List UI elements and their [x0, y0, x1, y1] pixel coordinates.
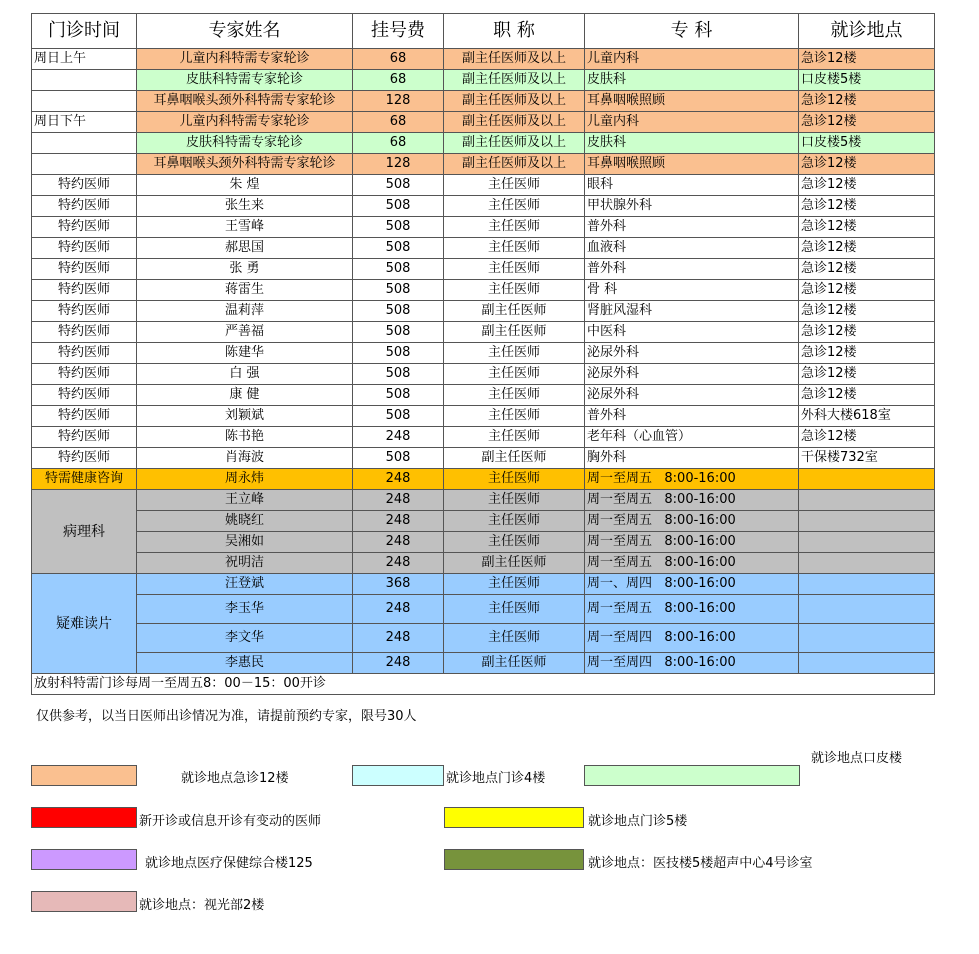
name-cell: 王雪峰 [137, 217, 353, 238]
title-cell: 副主任医师及以上 [444, 133, 585, 154]
fee-cell: 508 [353, 343, 444, 364]
consult-row [32, 469, 935, 490]
location-cell: 急诊12楼 [799, 154, 935, 175]
dept-cell: 中医科 [585, 322, 799, 343]
legend-swatch-kp [584, 765, 800, 786]
title-cell: 主任医师 [444, 406, 585, 427]
fee-cell: 248 [353, 490, 444, 511]
location-cell: 急诊12楼 [799, 322, 935, 343]
name-cell: 皮肤科特需专家轮诊 [137, 133, 353, 154]
header-time: 门诊时间 [32, 14, 137, 49]
location-cell: 急诊12楼 [799, 49, 935, 70]
dept-cell: 周一、周四 8:00-16:00 [585, 574, 799, 595]
header-row [32, 14, 935, 49]
reading-row [32, 595, 935, 624]
fee-cell: 508 [353, 196, 444, 217]
name-cell: 李玉华 [137, 595, 353, 624]
time-cell: 特约医师 [32, 448, 137, 469]
fee-cell: 508 [353, 322, 444, 343]
time-cell [32, 154, 137, 175]
name-cell: 温莉萍 [137, 301, 353, 322]
dept-cell: 耳鼻咽喉照顾 [585, 154, 799, 175]
guest-row [32, 301, 935, 322]
location-cell: 急诊12楼 [799, 196, 935, 217]
title-cell: 主任医师 [444, 364, 585, 385]
time-cell: 特约医师 [32, 406, 137, 427]
title-cell: 副主任医师 [444, 448, 585, 469]
time-cell: 特约医师 [32, 280, 137, 301]
dept-cell: 周一至周五 8:00-16:00 [585, 511, 799, 532]
title-cell: 主任医师 [444, 595, 585, 624]
guest-row [32, 322, 935, 343]
location-cell: 急诊12楼 [799, 280, 935, 301]
location-cell: 急诊12楼 [799, 175, 935, 196]
time-cell [32, 91, 137, 112]
guest-row [32, 259, 935, 280]
dept-cell: 甲状腺外科 [585, 196, 799, 217]
name-cell: 朱 煌 [137, 175, 353, 196]
location-cell [799, 595, 935, 624]
location-cell: 急诊12楼 [799, 385, 935, 406]
dept-cell: 普外科 [585, 259, 799, 280]
reference-note: 仅供参考，以当日医师出诊情况为准，请提前预约专家，限号30人 [36, 709, 417, 724]
radiology-note-row [32, 674, 935, 695]
legend-swatch-new [31, 807, 137, 828]
guest-row [32, 175, 935, 196]
time-cell: 特约医师 [32, 301, 137, 322]
title-cell: 副主任医师 [444, 553, 585, 574]
dept-cell: 肾脏风湿科 [585, 301, 799, 322]
title-cell: 主任医师 [444, 343, 585, 364]
location-cell [799, 653, 935, 674]
special-row [32, 154, 935, 175]
dept-cell: 儿童内科 [585, 112, 799, 133]
header-dept: 专 科 [585, 14, 799, 49]
title-cell: 主任医师 [444, 217, 585, 238]
location-cell: 急诊12楼 [799, 259, 935, 280]
location-cell [799, 490, 935, 511]
location-cell: 急诊12楼 [799, 217, 935, 238]
location-cell [799, 469, 935, 490]
title-cell: 主任医师 [444, 175, 585, 196]
location-cell: 外科大楼618室 [799, 406, 935, 427]
location-cell: 急诊12楼 [799, 343, 935, 364]
location-cell [799, 624, 935, 653]
dept-cell: 儿童内科 [585, 49, 799, 70]
pathology-row [32, 532, 935, 553]
guest-row [32, 280, 935, 301]
location-cell [799, 574, 935, 595]
reading-row [32, 624, 935, 653]
schedule-body [32, 14, 935, 695]
time-cell [32, 133, 137, 154]
dept-cell: 周一至周四 8:00-16:00 [585, 653, 799, 674]
title-cell: 副主任医师 [444, 322, 585, 343]
fee-cell: 508 [353, 406, 444, 427]
guest-row [32, 343, 935, 364]
dept-cell: 周一至周五 8:00-16:00 [585, 595, 799, 624]
name-cell: 康 健 [137, 385, 353, 406]
location-cell: 口皮楼5楼 [799, 133, 935, 154]
fee-cell: 248 [353, 511, 444, 532]
location-cell: 急诊12楼 [799, 364, 935, 385]
dept-cell: 周一至周五 8:00-16:00 [585, 490, 799, 511]
legend-swatch-op5 [444, 807, 584, 828]
legend-swatch-op4 [352, 765, 444, 786]
name-cell: 郝思国 [137, 238, 353, 259]
guest-row [32, 406, 935, 427]
special-row [32, 70, 935, 91]
legend-label-optometry: 就诊地点：视光部2楼 [139, 898, 265, 913]
title-cell: 主任医师 [444, 427, 585, 448]
legend-label-er12: 就诊地点急诊12楼 [181, 771, 289, 786]
radiology-note: 放射科特需门诊每周一至周五8：00－15：00开诊 [32, 674, 935, 695]
fee-cell: 68 [353, 133, 444, 154]
name-cell: 李文华 [137, 624, 353, 653]
title-cell: 副主任医师及以上 [444, 91, 585, 112]
name-cell: 张生来 [137, 196, 353, 217]
fee-cell: 248 [353, 624, 444, 653]
title-cell: 主任医师 [444, 511, 585, 532]
title-cell: 主任医师 [444, 469, 585, 490]
guest-row [32, 196, 935, 217]
location-cell: 急诊12楼 [799, 301, 935, 322]
fee-cell: 508 [353, 364, 444, 385]
special-row [32, 112, 935, 133]
fee-cell: 248 [353, 532, 444, 553]
time-cell: 周日下午 [32, 112, 137, 133]
header-title: 职 称 [444, 14, 585, 49]
time-cell: 特约医师 [32, 343, 137, 364]
time-cell: 特约医师 [32, 259, 137, 280]
legend-label-kp: 就诊地点口皮楼 [811, 751, 903, 766]
reading-label: 疑难读片 [32, 574, 137, 674]
name-cell: 祝明洁 [137, 553, 353, 574]
reading-row [32, 653, 935, 674]
title-cell: 副主任医师及以上 [444, 70, 585, 91]
header-fee: 挂号费 [353, 14, 444, 49]
fee-cell: 248 [353, 553, 444, 574]
fee-cell: 508 [353, 448, 444, 469]
dept-cell: 周一至周四 8:00-16:00 [585, 624, 799, 653]
pathology-label: 病理科 [32, 490, 137, 574]
title-cell: 主任医师 [444, 259, 585, 280]
location-cell: 急诊12楼 [799, 112, 935, 133]
dept-cell: 泌尿外科 [585, 385, 799, 406]
name-cell: 皮肤科特需专家轮诊 [137, 70, 353, 91]
dept-cell: 周一至周五 8:00-16:00 [585, 532, 799, 553]
fee-cell: 508 [353, 259, 444, 280]
special-row [32, 91, 935, 112]
dept-cell: 血液科 [585, 238, 799, 259]
title-cell: 主任医师 [444, 196, 585, 217]
dept-cell: 耳鼻咽喉照顾 [585, 91, 799, 112]
time-cell: 特需健康咨询 [32, 469, 137, 490]
pathology-row [32, 553, 935, 574]
dept-cell: 皮肤科 [585, 133, 799, 154]
fee-cell: 248 [353, 427, 444, 448]
dept-cell: 普外科 [585, 217, 799, 238]
pathology-row [32, 511, 935, 532]
dept-cell: 泌尿外科 [585, 343, 799, 364]
legend-label-hc125: 就诊地点医疗保健综合楼125 [145, 856, 313, 871]
time-cell: 特约医师 [32, 385, 137, 406]
location-cell: 急诊12楼 [799, 91, 935, 112]
name-cell: 王立峰 [137, 490, 353, 511]
name-cell: 蒋雷生 [137, 280, 353, 301]
name-cell: 白 强 [137, 364, 353, 385]
time-cell: 周日上午 [32, 49, 137, 70]
legend-label-op5: 就诊地点门诊5楼 [588, 814, 688, 829]
name-cell: 刘颖斌 [137, 406, 353, 427]
title-cell: 主任医师 [444, 280, 585, 301]
legend-label-op4: 就诊地点门诊4楼 [446, 771, 546, 786]
title-cell: 副主任医师及以上 [444, 49, 585, 70]
title-cell: 主任医师 [444, 532, 585, 553]
legend-label-new: 新开诊或信息开诊有变动的医师 [139, 814, 322, 829]
name-cell: 姚晓红 [137, 511, 353, 532]
guest-row [32, 364, 935, 385]
guest-row [32, 238, 935, 259]
fee-cell: 68 [353, 49, 444, 70]
dept-cell: 普外科 [585, 406, 799, 427]
fee-cell: 508 [353, 175, 444, 196]
dept-cell: 胸外科 [585, 448, 799, 469]
time-cell: 特约医师 [32, 175, 137, 196]
name-cell: 严善福 [137, 322, 353, 343]
title-cell: 主任医师 [444, 238, 585, 259]
fee-cell: 128 [353, 154, 444, 175]
schedule-table [31, 13, 935, 695]
time-cell: 特约医师 [32, 238, 137, 259]
fee-cell: 368 [353, 574, 444, 595]
location-cell [799, 511, 935, 532]
name-cell: 耳鼻咽喉头颈外科特需专家轮诊 [137, 91, 353, 112]
fee-cell: 248 [353, 469, 444, 490]
guest-row [32, 385, 935, 406]
title-cell: 副主任医师 [444, 301, 585, 322]
title-cell: 副主任医师及以上 [444, 154, 585, 175]
name-cell: 肖海波 [137, 448, 353, 469]
location-cell [799, 532, 935, 553]
fee-cell: 68 [353, 70, 444, 91]
location-cell: 急诊12楼 [799, 238, 935, 259]
name-cell: 陈建华 [137, 343, 353, 364]
title-cell: 主任医师 [444, 385, 585, 406]
name-cell: 儿童内科特需专家轮诊 [137, 112, 353, 133]
time-cell: 特约医师 [32, 217, 137, 238]
fee-cell: 508 [353, 385, 444, 406]
fee-cell: 128 [353, 91, 444, 112]
name-cell: 吴湘如 [137, 532, 353, 553]
location-cell: 急诊12楼 [799, 427, 935, 448]
guest-row [32, 427, 935, 448]
title-cell: 主任医师 [444, 490, 585, 511]
guest-row [32, 217, 935, 238]
title-cell: 副主任医师 [444, 653, 585, 674]
time-cell [32, 70, 137, 91]
legend-swatch-er12 [31, 765, 137, 786]
title-cell: 副主任医师及以上 [444, 112, 585, 133]
name-cell: 李惠民 [137, 653, 353, 674]
dept-cell: 周一至周五 8:00-16:00 [585, 469, 799, 490]
name-cell: 汪登斌 [137, 574, 353, 595]
name-cell: 张 勇 [137, 259, 353, 280]
location-cell [799, 553, 935, 574]
time-cell: 特约医师 [32, 322, 137, 343]
dept-cell: 老年科（心血管） [585, 427, 799, 448]
special-row [32, 133, 935, 154]
fee-cell: 508 [353, 280, 444, 301]
legend-swatch-hc125 [31, 849, 137, 870]
header-location: 就诊地点 [799, 14, 935, 49]
time-cell: 特约医师 [32, 427, 137, 448]
dept-cell: 周一至周五 8:00-16:00 [585, 553, 799, 574]
dept-cell: 骨 科 [585, 280, 799, 301]
location-cell: 口皮楼5楼 [799, 70, 935, 91]
dept-cell: 眼科 [585, 175, 799, 196]
fee-cell: 248 [353, 595, 444, 624]
special-row [32, 49, 935, 70]
time-cell: 特约医师 [32, 196, 137, 217]
legend-swatch-optometry [31, 891, 137, 912]
fee-cell: 248 [353, 653, 444, 674]
dept-cell: 泌尿外科 [585, 364, 799, 385]
title-cell: 主任医师 [444, 574, 585, 595]
legend-label-ultrasound: 就诊地点：医技楼5楼超声中心4号诊室 [588, 856, 813, 871]
reading-row [32, 574, 935, 595]
legend-swatch-ultrasound [444, 849, 584, 870]
fee-cell: 68 [353, 112, 444, 133]
header-name: 专家姓名 [137, 14, 353, 49]
pathology-row [32, 490, 935, 511]
name-cell: 儿童内科特需专家轮诊 [137, 49, 353, 70]
name-cell: 耳鼻咽喉头颈外科特需专家轮诊 [137, 154, 353, 175]
dept-cell: 皮肤科 [585, 70, 799, 91]
name-cell: 周永炜 [137, 469, 353, 490]
time-cell: 特约医师 [32, 364, 137, 385]
title-cell: 主任医师 [444, 624, 585, 653]
fee-cell: 508 [353, 238, 444, 259]
fee-cell: 508 [353, 217, 444, 238]
location-cell: 干保楼732室 [799, 448, 935, 469]
fee-cell: 508 [353, 301, 444, 322]
name-cell: 陈书艳 [137, 427, 353, 448]
guest-row [32, 448, 935, 469]
